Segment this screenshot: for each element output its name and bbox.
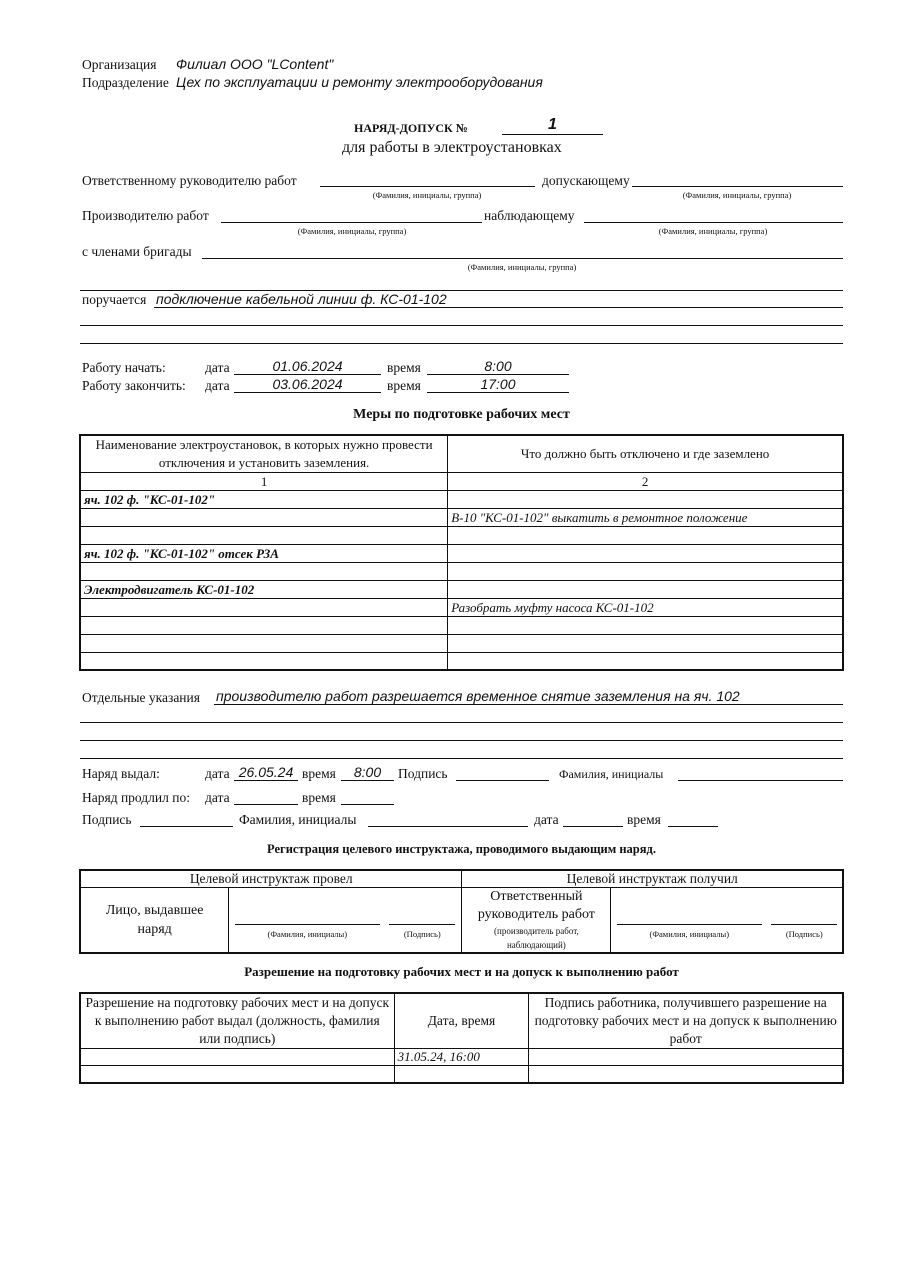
table-row (80, 653, 843, 670)
admitting-field[interactable] (632, 186, 843, 187)
permission-col1-header: Разрешение на подготовку рабочих мест и на допуск к выполнению работ выдал (должность, фамилия или подпись) (80, 993, 394, 1049)
table-row (80, 491, 843, 509)
start-time-value[interactable]: 8:00 (484, 358, 512, 374)
issuer-name-hint: (Фамилия, инициалы) (267, 929, 348, 939)
issued-date-underline (234, 780, 298, 781)
measures-cell[interactable] (448, 545, 843, 563)
extended-name-label: Фамилия, инициалы (239, 812, 357, 827)
briefing-table (79, 869, 844, 954)
work-producer-hint: (Фамилия, инициалы, группа) (297, 226, 407, 236)
issued-signature-label: Подпись (398, 766, 448, 781)
issued-date-value[interactable]: 26.05.24 (238, 764, 294, 780)
issued-time-underline (341, 780, 394, 781)
extended-date2-label: дата (534, 812, 559, 827)
start-date-value[interactable]: 01.06.2024 (272, 358, 343, 374)
briefing-received-header: Целевой инструктаж получил (462, 870, 843, 888)
briefing-issuer-signature-cell[interactable] (229, 888, 462, 954)
extended-time2-label: время (627, 812, 661, 827)
end-time-underline (427, 392, 569, 393)
end-time-value[interactable]: 17:00 (480, 376, 516, 392)
responsible-name-hint: (Фамилия, инициалы) (649, 929, 730, 939)
briefing-conducted-header: Целевой инструктаж провел (80, 870, 462, 888)
extended-name-field[interactable] (368, 826, 528, 827)
brigade-hint: (Фамилия, инициалы, группа) (467, 262, 577, 272)
permission-cell[interactable] (80, 1049, 394, 1066)
assignment-line-3[interactable] (80, 343, 843, 344)
issued-time-label: время (302, 766, 336, 781)
issuer-sign-field[interactable] (389, 924, 455, 925)
extended-date-field[interactable] (234, 804, 298, 805)
table-row (80, 527, 843, 545)
instructions-label: Отдельные указания (82, 690, 200, 705)
instructions-value[interactable]: производителю работ разрешается временное снятие заземления на яч. 102 (216, 688, 740, 704)
responsible-sign-hint: (Подпись) (785, 929, 823, 939)
extended-date-label: дата (205, 790, 230, 805)
extended-label: Наряд продлил по: (82, 790, 190, 805)
start-label: Работу начать: (82, 360, 166, 375)
issued-label: Наряд выдал: (82, 766, 160, 781)
assignment-line-1[interactable] (154, 307, 843, 308)
work-producer-field[interactable] (221, 222, 482, 223)
brigade-label: с членами бригады (82, 244, 192, 259)
table-row (80, 509, 843, 527)
observer-hint: (Фамилия, инициалы, группа) (658, 226, 768, 236)
measures-cell[interactable]: Разобрать муфту насоса КС-01-102 (448, 599, 843, 617)
briefing-responsible-sub: (производитель работ, наблюдающий) (494, 926, 579, 950)
end-label: Работу закончить: (82, 378, 186, 393)
measures-col2-header: Что должно быть отключено и где заземлено (448, 435, 843, 473)
table-row (80, 599, 843, 617)
permission-title: Разрешение на подготовку рабочих мест и на допуск к выполнению работ (244, 964, 679, 979)
measures-cell[interactable]: яч. 102 ф. "КС-01-102" (80, 491, 448, 509)
assignment-line-2[interactable] (80, 325, 843, 326)
instructions-line-3[interactable] (80, 740, 843, 741)
organization-label: Организация (82, 57, 157, 72)
table-row (80, 635, 843, 653)
extended-signature-field[interactable] (140, 826, 233, 827)
brigade-field[interactable] (202, 258, 843, 259)
permission-col2-header: Дата, время (394, 993, 529, 1049)
extended-signature-label: Подпись (82, 812, 132, 827)
measures-cell[interactable] (448, 491, 843, 509)
measures-col1-number: 1 (80, 473, 448, 491)
permission-table (79, 992, 844, 1084)
instructions-line-2[interactable] (80, 722, 843, 723)
organization-value[interactable]: Филиал ООО "LContent" (176, 56, 334, 72)
measures-cell[interactable] (80, 527, 448, 545)
admitting-label: допускающему (542, 173, 630, 188)
measures-cell[interactable] (80, 635, 448, 653)
start-time-underline (427, 374, 569, 375)
responsible-manager-label: Ответственному руководителю работ (82, 173, 297, 188)
measures-cell[interactable] (448, 617, 843, 635)
issued-signature-field[interactable] (456, 780, 549, 781)
admitting-hint: (Фамилия, инициалы, группа) (682, 190, 792, 200)
measures-cell[interactable] (448, 635, 843, 653)
briefing-title: Регистрация целевого инструктажа, проводимого выдающим наряд. (267, 842, 656, 856)
end-date-label: дата (205, 378, 230, 393)
observer-label: наблюдающему (484, 208, 575, 223)
permission-cell[interactable] (80, 1066, 394, 1083)
extended-time-label: время (302, 790, 336, 805)
end-date-underline (234, 392, 381, 393)
responsible-manager-hint: (Фамилия, инициалы, группа) (372, 190, 482, 200)
measures-cell[interactable] (448, 653, 843, 670)
responsible-sign-field[interactable] (771, 924, 837, 925)
extended-time-field[interactable] (341, 804, 394, 805)
document-number[interactable]: 1 (548, 116, 557, 133)
issuer-sign-hint: (Подпись) (403, 929, 441, 939)
briefing-responsible-signature-cell[interactable] (611, 888, 843, 954)
briefing-responsible-cell (462, 888, 611, 954)
instructions-line-1[interactable] (214, 704, 843, 705)
issuer-name-field[interactable] (235, 924, 380, 925)
instructions-line-4[interactable] (80, 758, 843, 759)
measures-cell[interactable] (448, 581, 843, 599)
measures-cell[interactable] (80, 509, 448, 527)
assignment-value[interactable]: подключение кабельной линии ф. КС-01-102 (156, 291, 447, 307)
measures-cell[interactable] (448, 527, 843, 545)
responsible-name-field[interactable] (617, 924, 762, 925)
extended-time2-field[interactable] (668, 826, 718, 827)
division-label: Подразделение (82, 75, 169, 90)
work-producer-label: Производителю работ (82, 208, 209, 223)
end-date-value[interactable]: 03.06.2024 (272, 376, 343, 392)
responsible-manager-field[interactable] (320, 186, 535, 187)
issued-time-value[interactable]: 8:00 (353, 764, 382, 780)
permission-cell[interactable] (394, 1066, 529, 1083)
table-row (80, 563, 843, 581)
permission-cell[interactable] (529, 1066, 843, 1083)
measures-cell[interactable]: В-10 "КС-01-102" выкатить в ремонтное положение (448, 509, 843, 527)
measures-cell[interactable] (80, 653, 448, 670)
issued-name-label: Фамилия, инициалы (559, 767, 664, 781)
measures-cell[interactable]: Электродвигатель КС-01-102 (80, 581, 448, 599)
measures-col1-header: Наименование электроустановок, в которых нужно провести отключения и установить заземления. (80, 435, 448, 473)
measures-cell[interactable]: яч. 102 ф. "КС-01-102" отсек РЗА (80, 545, 448, 563)
issued-name-field[interactable] (678, 780, 843, 781)
permission-cell[interactable]: 31.05.24, 16:00 (394, 1049, 529, 1066)
measures-cell[interactable] (80, 563, 448, 581)
assignment-label: поручается (82, 292, 147, 307)
measures-cell[interactable] (80, 617, 448, 635)
table-row (80, 1066, 843, 1083)
briefing-issuer-label: Лицо, выдавшее наряд (80, 888, 229, 954)
measures-cell[interactable] (80, 599, 448, 617)
observer-field[interactable] (584, 222, 843, 223)
end-time-label: время (387, 378, 421, 393)
start-time-label: время (387, 360, 421, 375)
extended-date2-field[interactable] (563, 826, 623, 827)
table-row (80, 617, 843, 635)
measures-table (79, 434, 844, 671)
document-title: НАРЯД-ДОПУСК № (354, 121, 468, 135)
measures-cell[interactable] (448, 563, 843, 581)
table-row (80, 1049, 843, 1066)
table-row (80, 545, 843, 563)
number-underline (502, 134, 603, 135)
permission-cell[interactable] (529, 1049, 843, 1066)
measures-title: Меры по подготовке рабочих мест (353, 407, 570, 422)
table-row (80, 581, 843, 599)
division-value[interactable]: Цех по эксплуатации и ремонту электрооборудования (176, 74, 543, 90)
measures-col2-number: 2 (448, 473, 843, 491)
start-date-label: дата (205, 360, 230, 375)
briefing-responsible-label: Ответственный руководитель работ (477, 889, 595, 922)
permission-col3-header: Подпись работника, получившего разрешение на подготовку рабочих мест и на допуск к выполнению работ (529, 993, 843, 1049)
document-subtitle: для работы в электроустановках (342, 139, 562, 156)
start-date-underline (234, 374, 381, 375)
issued-date-label: дата (205, 766, 230, 781)
